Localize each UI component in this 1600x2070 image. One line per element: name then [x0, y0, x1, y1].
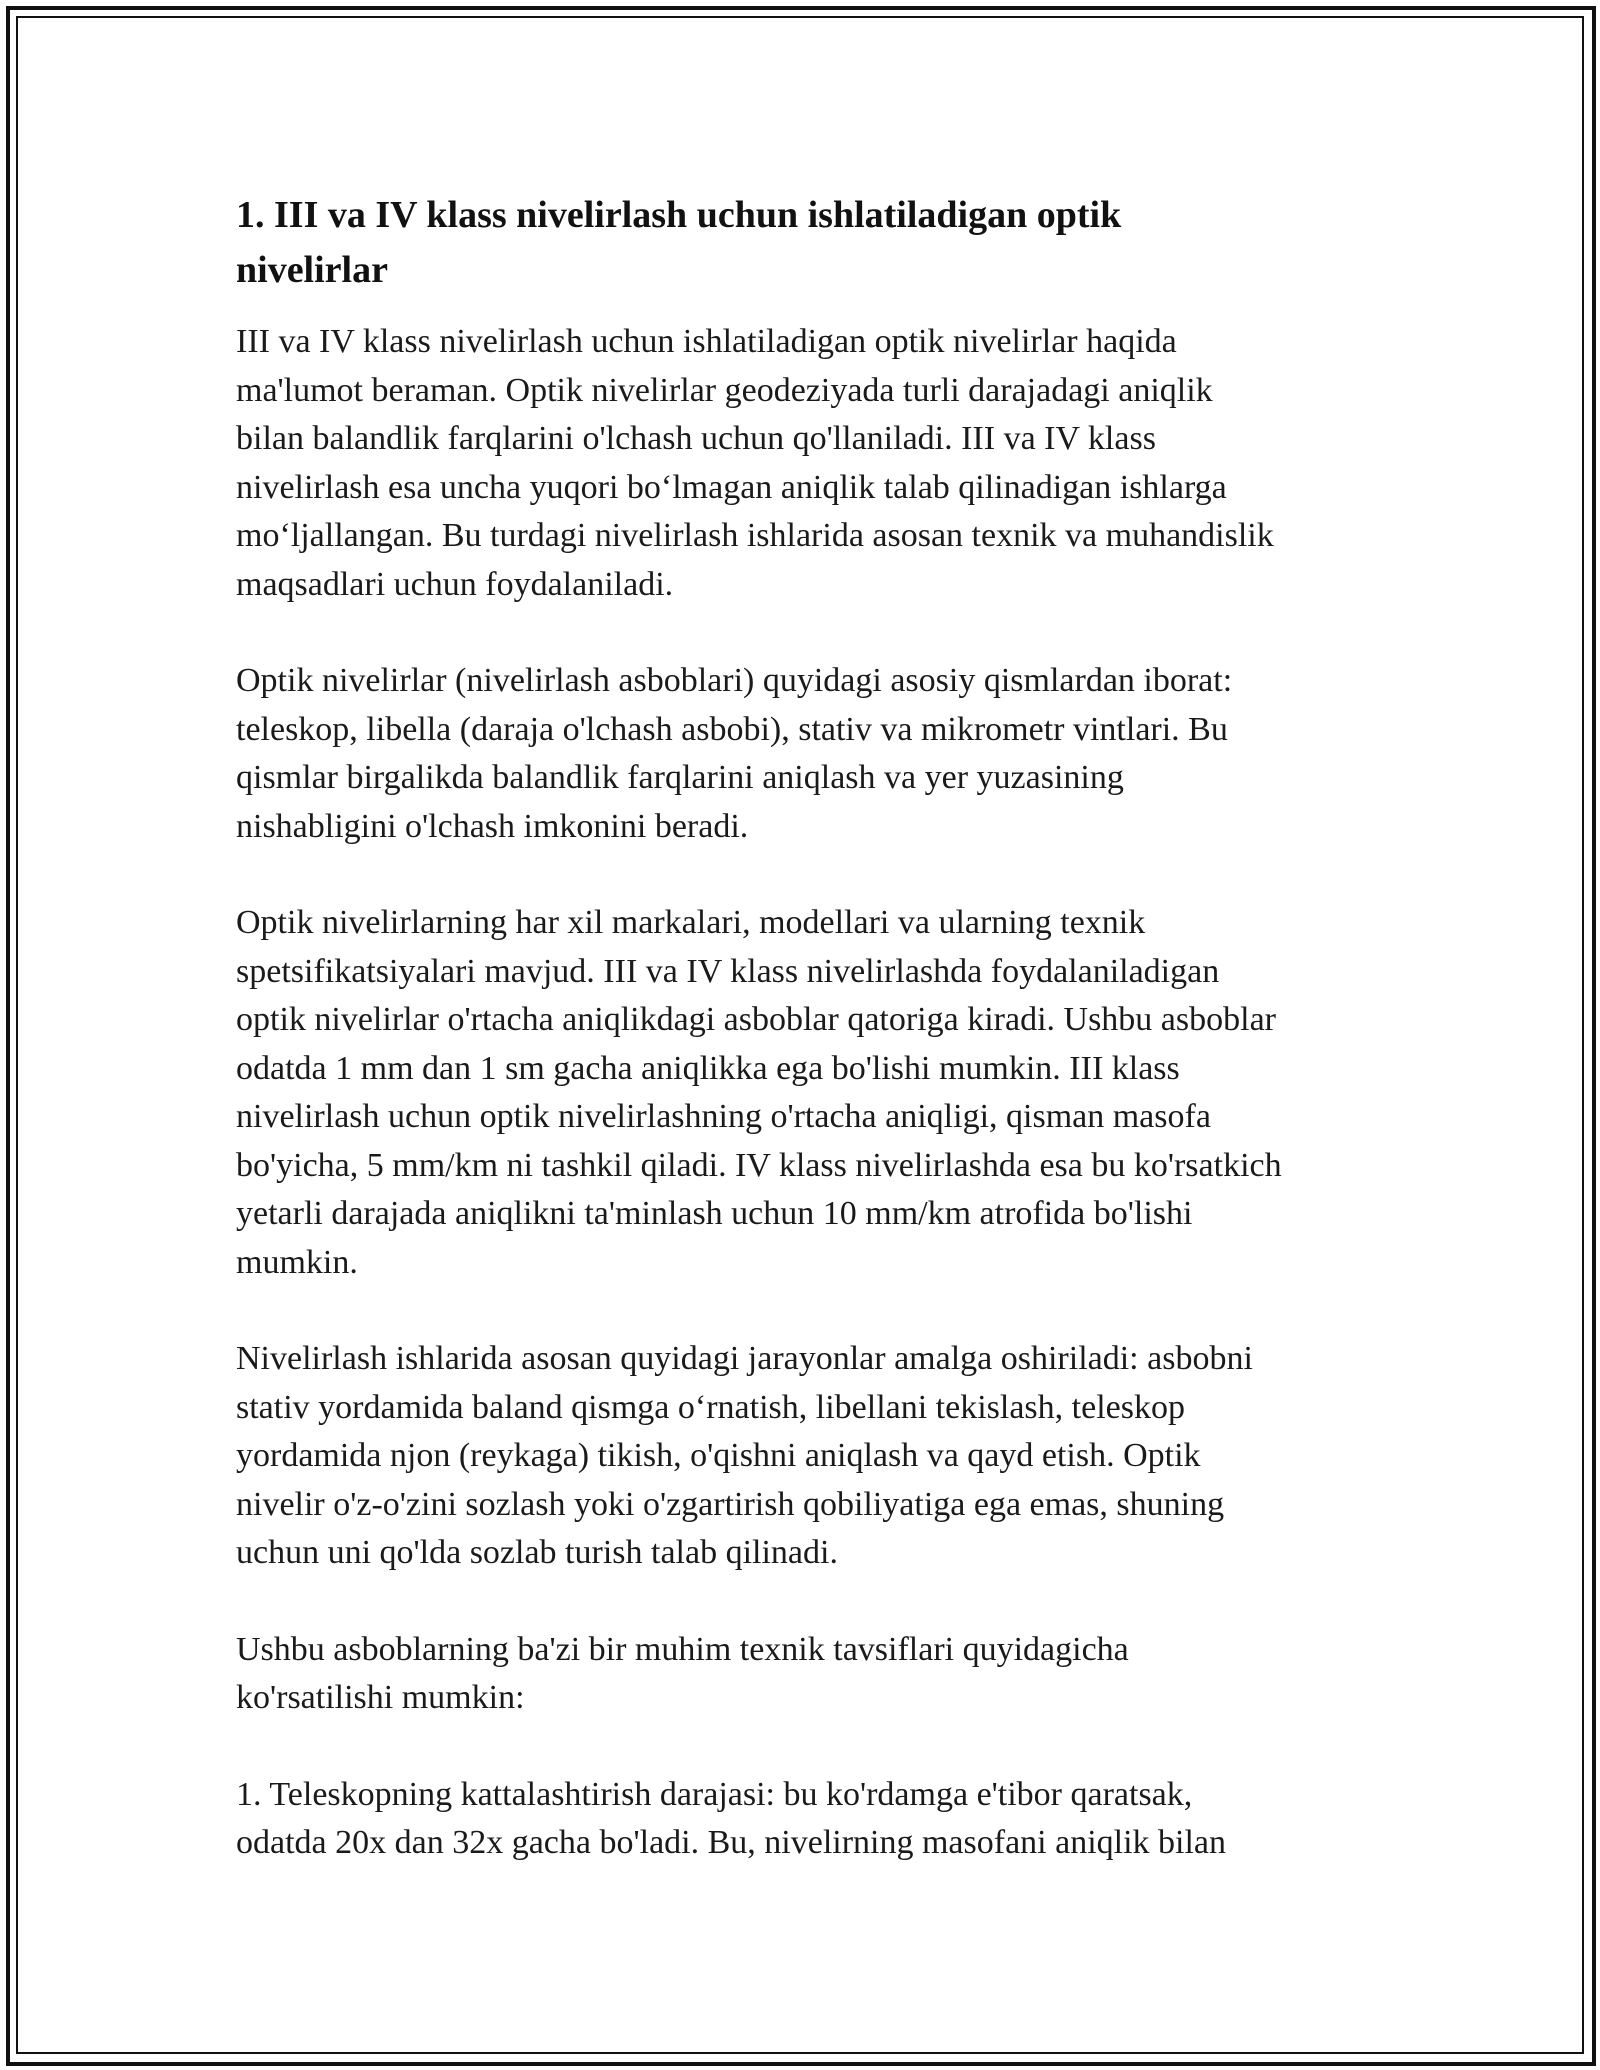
- paragraph-specs-intro: Ushbu asboblarning ba'zi bir muhim texnik tavsiflari quyidagicha ko'rsatilishi mumkin:: [236, 1630, 1129, 1716]
- list-item-magnification: 1. Teleskopning kattalashtirish darajasi: bu ko'rdamga e'tibor qaratsak, odatda 20x dan 32x gacha bo'ladi. Bu, nivelirning masofani aniqlik bilan: [236, 1775, 1227, 1861]
- paragraph-procedure: Nivelirlash ishlarida asosan quyidagi jarayonlar amalga oshiriladi: asbobni stativ yordamida baland qismga o‘rnatish, libellani tekislash, teleskop yordamida njon (reykaga) tikish, o'qishni aniqlash va qayd etish. Optik nivelir o'z-o'zini sozlash yoki o'zgartirish qobiliyatiga ega emas, shuning uchun uni qo'lda sozlab turish talab qilinadi.: [236, 1340, 1253, 1571]
- paragraph-intro: III va IV klass nivelirlash uchun ishlatiladigan optik nivelirlar haqida ma'lumot beraman. Optik nivelirlar geodeziyada turli darajadagi aniqlik bilan balandlik farqlarini o'lchash uchun qo'llaniladi. III va IV klass nivelirlash esa uncha yuqori bo‘lmagan aniqlik talab qilinadigan ishlarga mo‘ljallangan. Bu turdagi nivelirlash ishlarida asosan texnik va muhandislik maqsadlari uchun foydalaniladi.: [236, 323, 1274, 603]
- section-heading: 1. III va IV klass nivelirlash uchun ishlatiladigan optik nivelirlar: [236, 194, 1122, 291]
- paragraph-components: Optik nivelirlar (nivelirlash asboblari) quyidagi asosiy qismlardan iborat: teleskop, libella (daraja o'lchash asbobi), stativ va mikrometr vintlari. Bu qismlar birgalikda balandlik farqlarini aniqlash va yer yuzasining nishabligini o'lchash imkonini beradi.: [236, 662, 1233, 845]
- document-body: [236, 188, 1376, 1916]
- paragraph-accuracy: Optik nivelirlarning har xil markalari, modellari va ularning texnik spetsifikatsiyalari mavjud. III va IV klass nivelirlashda foydalaniladigan optik nivelirlar o'rtacha aniqlikdagi asboblar qatoriga kiradi. Ushbu asboblar odatda 1 mm dan 1 sm gacha aniqlikka ega bo'lishi mumkin. III klass nivelirlash uchun optik nivelirlashning o'rtacha aniqligi, qisman masofa bo'yicha, 5 mm/km ni tashkil qiladi. IV klass nivelirlashda esa bu ko'rsatkich yetarli darajada aniqlikni ta'minlash uchun 10 mm/km atrofida bo'lishi mumkin.: [236, 904, 1282, 1281]
